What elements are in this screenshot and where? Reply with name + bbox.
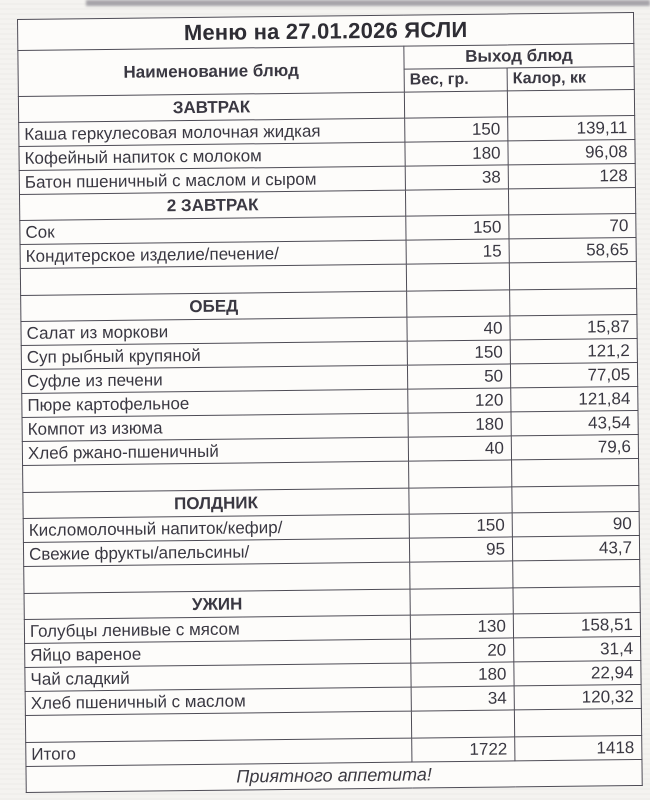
- dish-name-cell: Кофейный напиток с молоком: [19, 142, 405, 170]
- weight-cell: 40: [408, 436, 511, 461]
- section-title: ЗАВТРАК: [18, 92, 404, 122]
- dish-name-cell: Суфле из печени: [21, 365, 407, 393]
- empty-calories-cell: [513, 559, 640, 587]
- calories-cell: [507, 90, 634, 117]
- calories-cell: 22,94: [514, 660, 641, 685]
- dish-name-cell: Сок: [20, 216, 406, 244]
- weight-cell: 50: [407, 364, 510, 389]
- section-title: УЖИН: [24, 589, 410, 619]
- weight-cell: [409, 487, 512, 514]
- dish-name-cell: Чай сладкий: [25, 663, 411, 691]
- weight-cell: 180: [405, 141, 508, 166]
- empty-weight-cell: [410, 561, 513, 589]
- calories-cell: [512, 485, 639, 512]
- dish-name-cell: Компот из изюма: [22, 413, 408, 441]
- calories-cell: 121,2: [510, 338, 637, 363]
- menu-table-body: [18, 90, 642, 767]
- weight-cell: 150: [406, 215, 509, 240]
- weight-cell: 120: [408, 388, 511, 413]
- weight-cell: 15: [406, 239, 509, 264]
- weight-cell: [405, 189, 508, 216]
- total-calories-cell: 1418: [515, 735, 642, 760]
- dish-name-cell: Каша геркулесовая молочная жидкая: [19, 118, 405, 146]
- weight-cell: [404, 91, 507, 118]
- footer-row: [26, 759, 642, 792]
- calories-cell: [508, 187, 635, 214]
- section-title: ПОЛДНИК: [23, 488, 409, 518]
- weight-cell: 180: [411, 662, 514, 687]
- weight-cell: 150: [407, 340, 510, 365]
- calories-cell: 31,4: [514, 636, 641, 661]
- weight-cell: 34: [411, 686, 514, 711]
- weight-cell: 20: [411, 638, 514, 663]
- empty-calories-cell: [512, 458, 639, 486]
- section-title: ОБЕД: [21, 291, 407, 321]
- calories-cell: 79,6: [511, 434, 638, 459]
- total-label-cell: Итого: [26, 738, 412, 766]
- dish-name-cell: Свежие фрукты/апельсины/: [23, 538, 409, 566]
- calories-cell: 139,11: [508, 115, 635, 140]
- dish-name-cell: Кисломолочный напиток/кефир/: [23, 514, 409, 542]
- calories-cell: 70: [509, 213, 636, 238]
- dish-name-cell: Батон пшеничный с маслом и сыром: [19, 166, 405, 194]
- dish-name-cell: Яйцо вареное: [25, 639, 411, 667]
- calories-cell: 58,65: [509, 237, 636, 262]
- section-title: 2 ЗАВТРАК: [19, 190, 405, 220]
- dish-name-cell: Кондитерское изделие/печение/: [20, 240, 406, 268]
- calories-cell: 158,51: [513, 612, 640, 637]
- column-header-calories: Калор, кк: [507, 67, 634, 91]
- dish-name-cell: Хлеб пшеничный с маслом: [25, 687, 411, 715]
- column-header-weight: Вес, гр.: [404, 68, 507, 92]
- bon-appetit-note: Приятного аппетита!: [26, 759, 642, 792]
- empty-weight-cell: [409, 460, 512, 488]
- dish-name-cell: Хлеб ржано-пшеничный: [22, 437, 408, 465]
- empty-calories-cell: [509, 261, 636, 289]
- scanner-edge-artifact: [86, 0, 650, 6]
- weight-cell: 130: [410, 614, 513, 639]
- calories-cell: 128: [508, 163, 635, 188]
- column-header-output-group: Выход блюд: [404, 44, 634, 70]
- page-title: Меню на 27.01.2026 ЯСЛИ: [18, 13, 634, 51]
- weight-cell: 180: [408, 412, 511, 437]
- calories-cell: 43,54: [511, 410, 638, 435]
- column-header-dish-name: Наименование блюд: [18, 46, 404, 96]
- empty-weight-cell: [411, 710, 514, 738]
- weight-cell: 95: [409, 537, 512, 562]
- calories-cell: 43,7: [512, 535, 639, 560]
- calories-cell: [513, 586, 640, 613]
- empty-calories-cell: [514, 708, 641, 736]
- calories-cell: 15,87: [510, 314, 637, 339]
- weight-cell: 40: [407, 316, 510, 341]
- calories-cell: 121,84: [511, 386, 638, 411]
- weight-cell: 38: [405, 165, 508, 190]
- menu-table: [17, 12, 643, 793]
- dish-name-cell: Пюре картофельное: [22, 389, 408, 417]
- dish-name-cell: Голубцы ленивые с мясом: [24, 615, 410, 643]
- calories-cell: 90: [512, 511, 639, 536]
- dish-name-cell: Суп рыбный крупяной: [21, 341, 407, 369]
- calories-cell: [510, 288, 637, 315]
- calories-cell: 120,32: [514, 684, 641, 709]
- dish-name-cell: Салат из моркови: [21, 317, 407, 345]
- empty-weight-cell: [406, 263, 509, 291]
- calories-cell: 96,08: [508, 139, 635, 164]
- weight-cell: [407, 290, 510, 317]
- weight-cell: 150: [405, 117, 508, 142]
- total-weight-cell: 1722: [412, 737, 515, 762]
- menu-sheet: [17, 12, 642, 793]
- calories-cell: 77,05: [510, 362, 637, 387]
- weight-cell: [410, 588, 513, 615]
- weight-cell: 150: [409, 513, 512, 538]
